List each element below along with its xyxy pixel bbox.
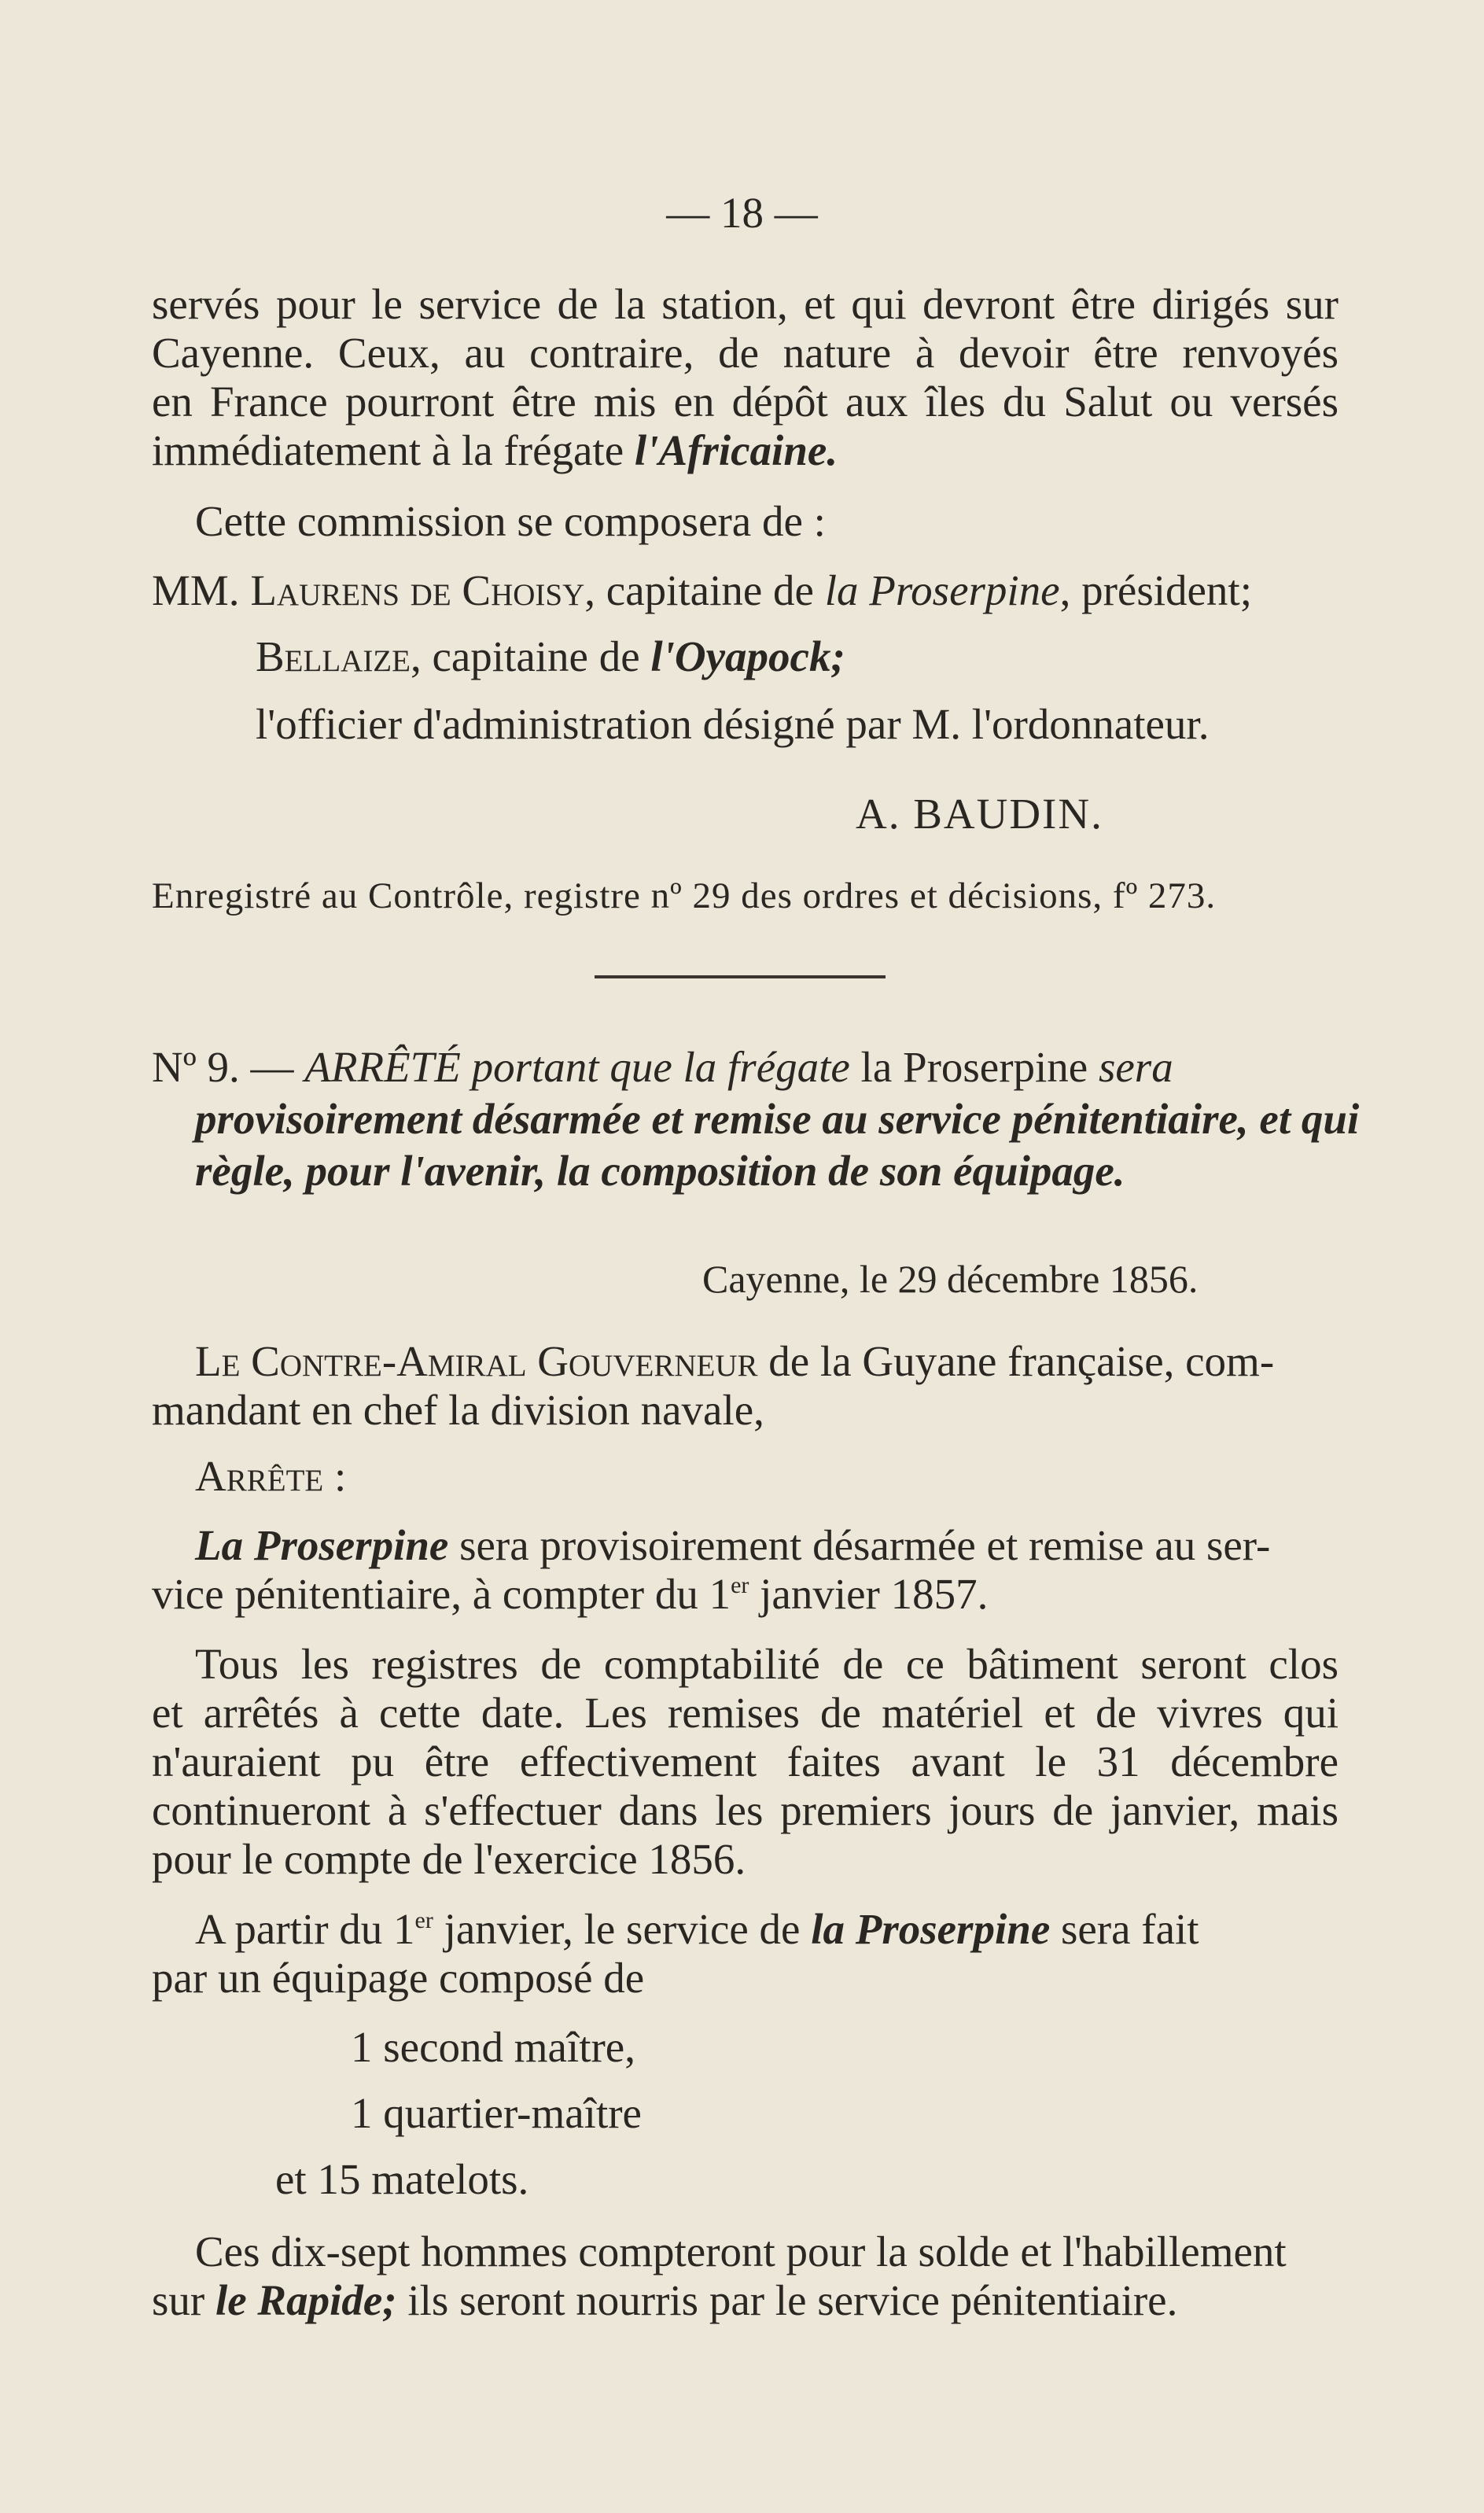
member-name: Bellaize xyxy=(256,632,411,680)
para-line: Tous les registres de comptabilité de ce bâtiment seront clos xyxy=(195,1640,1339,1688)
commission-intro: Cette commission se composera de : xyxy=(195,497,826,545)
text-line: en France pourront être mis en dépôt aux îles du Salut ou versés xyxy=(152,378,1339,426)
text-span: sur xyxy=(152,2276,215,2324)
text-span: ils seront nourris par le service pénitentiaire. xyxy=(396,2276,1178,2324)
ship-name: la Proserpine xyxy=(824,566,1060,614)
ship-name: l'Africaine. xyxy=(634,426,838,474)
ship-name: le Rapide; xyxy=(215,2276,397,2324)
text-span: sera fait xyxy=(1050,1905,1199,1953)
arrete-title-line xyxy=(0,1043,1484,1092)
text-line: servés pour le service de la station, et qui devront être dirigés sur xyxy=(152,280,1339,328)
superscript: er xyxy=(731,1572,749,1598)
para-line xyxy=(0,1570,1484,1619)
ship-name: La Proserpine xyxy=(195,1521,449,1569)
text-span: vice pénitentiaire, à compter du 1 xyxy=(152,1570,731,1618)
preamble-line xyxy=(0,1337,1484,1386)
para-line xyxy=(0,1905,1484,1954)
arrete-number: Nº 9. — xyxy=(152,1043,305,1091)
para-line: par un équipage composé de xyxy=(152,1954,645,2002)
crew-item: 1 second maître, xyxy=(351,2023,635,2071)
page-number: — 18 — xyxy=(666,189,818,237)
separator-rule xyxy=(595,975,886,978)
para-line: et arrêtés à cette date. Les remises de matériel et de vivres qui xyxy=(152,1689,1339,1737)
text-span: , capitaine de xyxy=(410,632,651,680)
para-line: Ces dix-sept hommes compteront pour la solde et l'habillement xyxy=(195,2227,1287,2275)
text-line: Cayenne. Ceux, au contraire, de nature à devoir être renvoyés xyxy=(152,329,1339,377)
member-line: l'officier d'administration désigné par M. l'ordonnateur. xyxy=(256,700,1210,748)
text-span: sera xyxy=(1088,1043,1173,1091)
members-prefix: MM. xyxy=(152,566,251,614)
superscript: er xyxy=(414,1907,433,1933)
arrete-word: Arrête : xyxy=(195,1452,347,1500)
crew-item: et 15 matelots. xyxy=(275,2155,529,2203)
member-line xyxy=(0,632,1484,681)
crew-item: 1 quartier-maître xyxy=(351,2089,642,2137)
ship-name: la Proserpine xyxy=(811,1905,1051,1953)
text-span: janvier 1857. xyxy=(749,1570,989,1618)
text-span: A partir du 1 xyxy=(195,1905,415,1953)
text-span: sera provisoirement désarmée et remise au ser- xyxy=(448,1521,1271,1569)
text-span: immédiatement à la frégate xyxy=(152,426,635,474)
text-span: de la Guyane française, com- xyxy=(757,1337,1275,1385)
place-date: Cayenne, le 29 décembre 1856. xyxy=(702,1257,1199,1301)
para-line xyxy=(0,2276,1484,2325)
governor-title: Le Contre-Amiral Gouverneur xyxy=(195,1337,758,1385)
text-span: provisoirement désarmée et remise au service pénitentiaire, et qui xyxy=(195,1095,1360,1143)
para-line xyxy=(0,1521,1484,1570)
ship-name: la Proserpine xyxy=(860,1043,1088,1091)
registration-note: Enregistré au Contrôle, registre nº 29 des ordres et décisions, fº 273. xyxy=(152,875,1217,916)
text-span: janvier, le service de xyxy=(433,1905,812,1953)
member-name: Laurens de Choisy xyxy=(250,566,585,614)
para-line: continueront à s'effectuer dans les premiers jours de janvier, mais xyxy=(152,1786,1339,1834)
ship-name: l'Oyapock; xyxy=(650,632,845,680)
member-line xyxy=(0,566,1484,615)
text-span: , président; xyxy=(1059,566,1252,614)
text-line xyxy=(0,426,1484,475)
para-line: n'auraient pu être effectivement faites avant le 31 décembre xyxy=(152,1737,1339,1785)
arrete-heading: ARRÊTÉ portant que la frégate xyxy=(304,1043,861,1091)
para-line: pour le compte de l'exercice 1856. xyxy=(152,1835,746,1883)
text-span: , capitaine de xyxy=(584,566,825,614)
preamble-line: mandant en chef la division navale, xyxy=(152,1386,764,1434)
arrete-title-line xyxy=(0,1095,1484,1144)
text-span: règle, pour l'avenir, la composition de son équipage. xyxy=(195,1147,1125,1195)
arrete-title-line xyxy=(0,1147,1484,1196)
signature: A. BAUDIN. xyxy=(856,790,1103,838)
